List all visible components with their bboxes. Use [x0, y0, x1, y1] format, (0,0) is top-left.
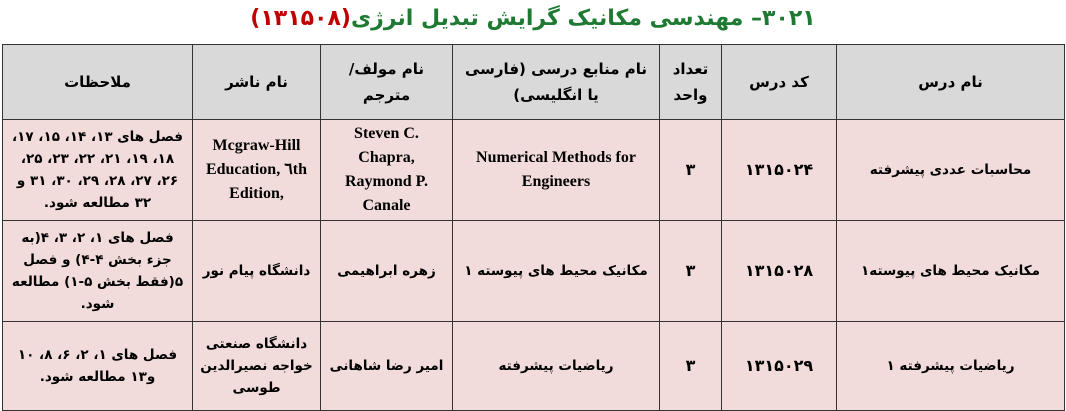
cell-sources: مکانیک محیط های پیوسته ۱ — [453, 221, 660, 322]
cell-course-code: ۱۳۱۵۰۲۸ — [722, 221, 837, 322]
cell-sources: Numerical Methods for Engineers — [453, 120, 660, 221]
cell-publisher: دانشگاه صنعتی خواجه نصیرالدین طوسی — [193, 322, 321, 411]
cell-course-name: ریاضیات پیشرفته ۱ — [837, 322, 1065, 411]
header-course-code: کد درس — [722, 45, 837, 120]
cell-notes: فصل های ۱۳، ۱۴، ۱۵، ۱۷، ۱۸، ۱۹، ۲۱، ۲۲، ۲۳، ۲۵، ۲۶، ۲۷، ۲۸، ۲۹، ۳۰، ۳۱ و ۳۲ مطالعه شود. — [3, 120, 193, 221]
cell-author: امیر رضا شاهانی — [321, 322, 453, 411]
header-notes: ملاحظات — [3, 45, 193, 120]
courses-table — [2, 44, 1065, 411]
cell-author: Steven C. Chapra, Raymond P. Canale — [321, 120, 453, 221]
header-units: تعداد واحد — [660, 45, 722, 120]
header-publisher: نام ناشر — [193, 45, 321, 120]
header-author: نام مولف/ مترجم — [321, 45, 453, 120]
cell-publisher: دانشگاه پیام نور — [193, 221, 321, 322]
table-row — [3, 322, 1065, 411]
title-text: ۳۰۲۱– مهندسی مکانیک گرایش تبدیل انرژی — [350, 6, 816, 31]
table-row — [3, 120, 1065, 221]
cell-units: ۳ — [660, 322, 722, 411]
cell-units: ۳ — [660, 221, 722, 322]
page-title — [0, 0, 1066, 40]
cell-course-name: مکانیک محیط های پیوسته۱ — [837, 221, 1065, 322]
table-header-row — [3, 45, 1065, 120]
cell-course-code: ۱۳۱۵۰۲۴ — [722, 120, 837, 221]
header-sources: نام منابع درسی (فارسی یا انگلیسی) — [453, 45, 660, 120]
cell-course-name: محاسبات عددی پیشرفته — [837, 120, 1065, 221]
cell-author: زهره ابراهیمی — [321, 221, 453, 322]
cell-notes: فصل های ۱، ۲، ۶، ۸، ۱۰ و۱۳ مطالعه شود. — [3, 322, 193, 411]
table-row — [3, 221, 1065, 322]
title-code: (۱۳۱۵۰۸) — [250, 6, 351, 31]
header-course-name: نام درس — [837, 45, 1065, 120]
cell-publisher: Mcgraw-Hill Education, ٦th Edition, — [193, 120, 321, 221]
cell-course-code: ۱۳۱۵۰۲۹ — [722, 322, 837, 411]
cell-sources: ریاضیات پیشرفته — [453, 322, 660, 411]
cell-units: ۳ — [660, 120, 722, 221]
cell-notes: فصل های ۱، ۲، ۳، ۴(به جزء بخش ۴-۴) و فصل ۵(فقط بخش ۵-۱) مطالعه شود. — [3, 221, 193, 322]
